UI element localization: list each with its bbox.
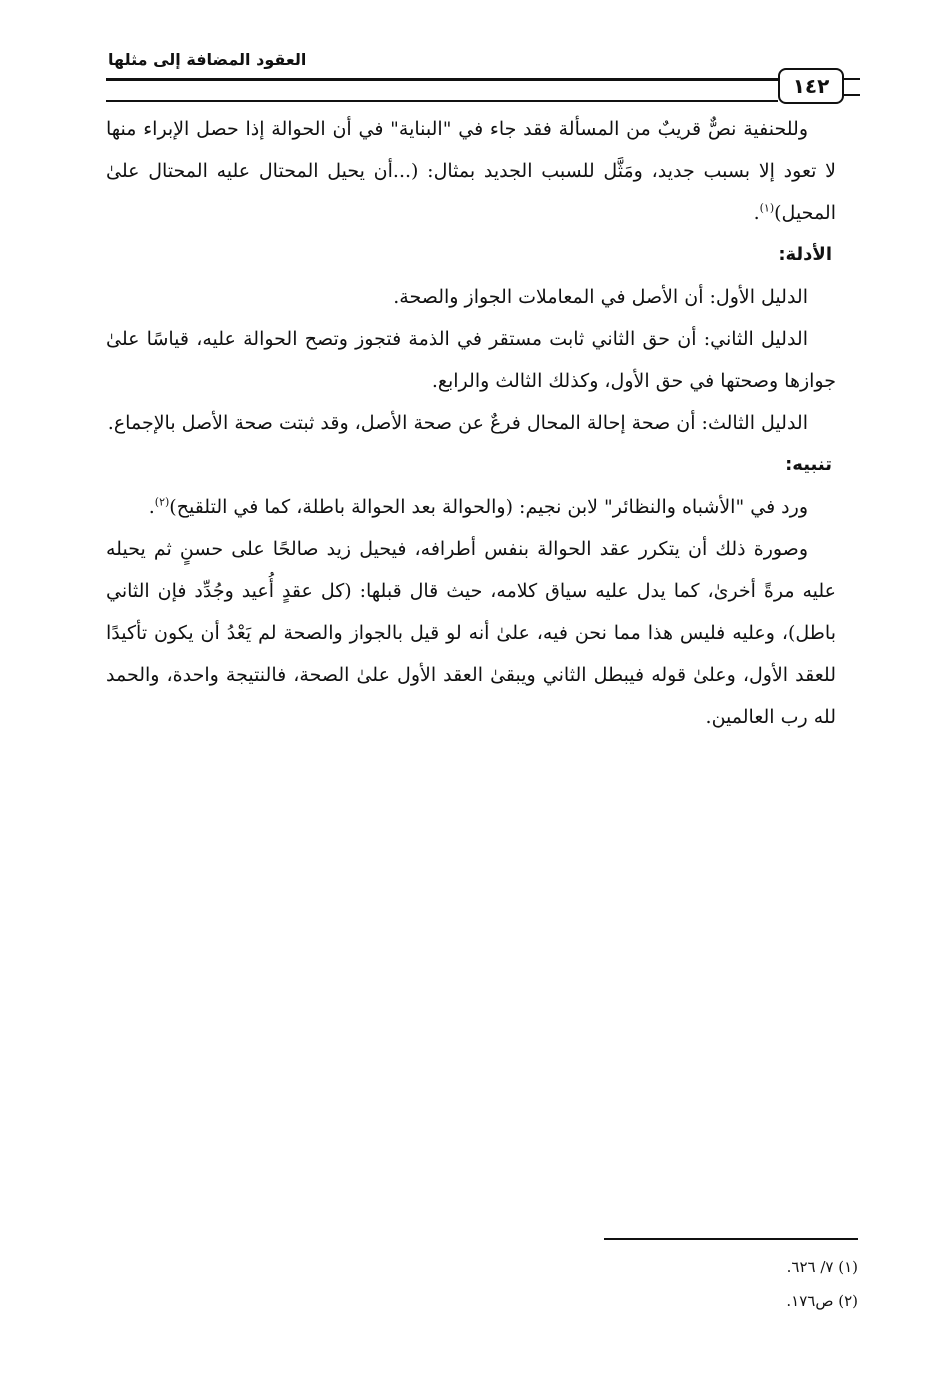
paragraph-text: ورد في "الأشباه والنظائر" لابن نجيم: (والحوالة بعد الحوالة باطلة، كما في التلقيح)	[169, 496, 808, 518]
paragraph	[106, 486, 836, 528]
page-number: ١٤٢	[778, 68, 844, 104]
paragraph-end: .	[753, 202, 760, 224]
header-rule-bottom	[106, 100, 778, 102]
paragraph-end: .	[148, 496, 155, 518]
header-rule-top	[106, 78, 778, 81]
footnote-2: (٢) ص١٧٦.	[786, 1292, 858, 1310]
footnote-ref[interactable]: (٢)	[154, 495, 170, 509]
main-text	[106, 108, 836, 738]
section-heading-evidence: الأدلة:	[778, 244, 832, 265]
running-header-title: العقود المضافة إلى مثلها	[108, 50, 307, 69]
paragraph: الدليل الثالث: أن صحة إحالة المحال فرعٌ عن صحة الأصل، وقد ثبتت صحة الأصل بالإجماع.	[107, 412, 808, 434]
footnote-separator	[604, 1238, 858, 1240]
page-number-ornament	[844, 78, 860, 80]
section-heading-note: تنبيه:	[785, 454, 832, 475]
paragraph-text: وللحنفية نصٌّ قريبٌ من المسألة فقد جاء في "البناية" في أن الحوالة إذا حصل الإبراء منها لا تعود إلا بسبب جديد، ومَثَّل للسبب الجديد بمثال: (...أن يحيل المحتال عليه المحتال علىٰ المحيل)	[106, 118, 836, 224]
paragraph: وصورة ذلك أن يتكرر عقد الحوالة بنفس أطرافه، فيحيل زيد صالحًا على حسنٍ ثم يحيله عليه مرةً أخرىٰ، كما يدل عليه سياق كلامه، حيث قال قبلها: (كل عقدٍ أُعيد وجُدِّد فإن الثاني باطل)، وعليه فليس هذا مما نحن فيه، علىٰ أنه لو قيل بالجواز والصحة لم يَعْدُ أن يكون تأكيدًا للعقد الأول، وعلىٰ قوله فيبطل الثاني ويبقىٰ العقد الأول علىٰ الصحة، فالنتيجة واحدة، والحمد لله رب العالمين.	[106, 538, 836, 728]
footnote-ref[interactable]: (١)	[759, 201, 775, 215]
footnotes	[500, 1250, 858, 1318]
page-number-ornament	[844, 94, 860, 96]
paragraph: الدليل الثاني: أن حق الثاني ثابت مستقر في الذمة فتجوز وتصح الحوالة عليه، قياسًا علىٰ جوازها وصحتها في حق الأول، وكذلك الثالث والرابع.	[106, 328, 836, 392]
footnote-1: (١) ٧/ ٦٢٦.	[786, 1258, 858, 1276]
paragraph	[106, 108, 836, 234]
paragraph: الدليل الأول: أن الأصل في المعاملات الجواز والصحة.	[393, 286, 808, 308]
